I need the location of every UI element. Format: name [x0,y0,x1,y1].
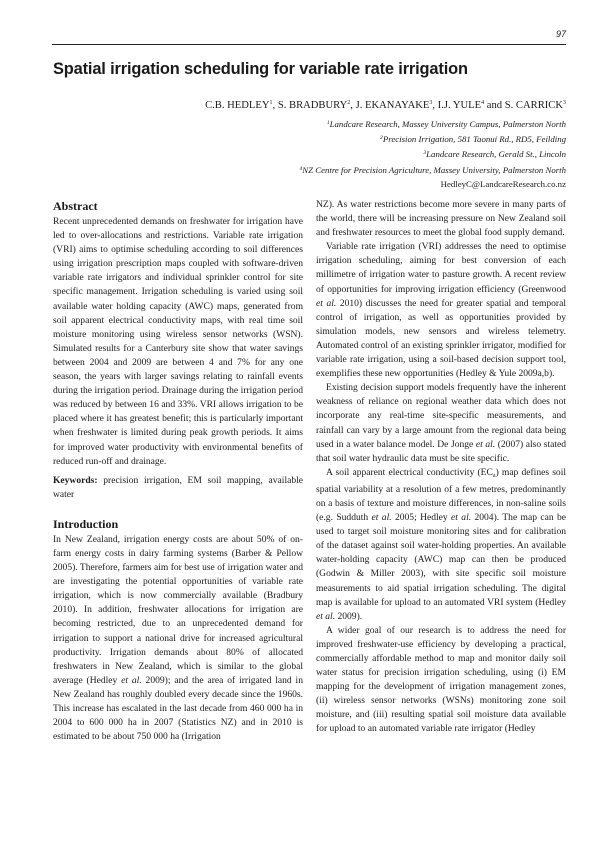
affiliation-mark: 3 [423,150,427,157]
body-paragraph [316,240,566,381]
author-separator: , [432,100,438,111]
author-affiliation-mark: 2 [347,100,351,106]
affiliation [300,146,566,161]
affiliation-text: Landcare Research, Gerald St., Lincoln [426,149,566,160]
introduction-paragraph [53,533,303,744]
body-paragraph [316,381,566,466]
author-list [205,100,566,111]
body-paragraph: A wider goal of our research is to address the need for improved freshwater-use efficiency by developing a practical, commercially affordable method to map and monitor daily soil water status for precision irrigation scheduling, using (i) EM mapping for the development of irrigation management zones, (ii) wireless sensor networks (WSNs) monitoring zone soil moisture, and (iii) resulting spatial soil moisture data available for upload to an automated variable rate irrigator (Hedley [316,624,566,735]
paragraph-text: A soil apparent electrical conductivity (EC [326,466,493,478]
keywords-label: Keywords: [53,474,98,486]
affiliation-text: Landcare Research, Massey University Campus, Palmerston North [329,119,566,129]
paragraph-text: 2009). [335,610,363,622]
affiliation-mark: 4 [299,165,303,172]
affiliation-mark: 1 [326,120,330,126]
paragraph-text: 2005; Hedley [391,512,452,524]
citation-etal: et al. [316,297,337,309]
subscript: a [492,472,496,479]
paper-title: Spatial irrigation scheduling for variable rate irrigation [53,60,468,78]
paragraph-text: Existing decision support models frequently have the inherent weakness of reliance on regional weather data which does not incorporate any real-time site-specific measurements, and rainfall can vary by a large amount from the regional data being used in a water balance model. De Jonge [316,382,566,450]
paragraph-text: Variable rate irrigation (VRI) addresses the need to optimise irrigation scheduling, aiming for best conversion of each millimetre of irrigation water to pasture growth. A recent review of opportunities for improving irrigation efficiency (Greenwood [316,241,566,295]
header-rule [52,44,566,45]
page-number: 97 [555,29,566,39]
affiliation [300,116,566,131]
paragraph-text: 2010) discusses the need for greater spatial and temporal control of irrigation, as well as opportunities provided by simulation models, new sensors and wireless telemetry. Automated control of an existing sprinkler irrigator, modified for variable rate irrigation, using a soil-based decision support tool, exemplifies these new opportunities (Hedley & Yule 2009a,b). [316,297,566,380]
author-affiliation-mark: 3 [429,100,433,106]
author-affiliation-mark: 4 [481,100,485,106]
paragraph-text: 2009); and the area of irrigated land in New Zealand has roughly doubled every decade since the 1960s. This increase has escalated in the last decade from 460 000 ha in 2004 to 600 000 ha in 2007 (Statistics NZ) and in 2010 is estimated to be about 750 000 ha (Irrigation [53,674,303,743]
citation-etal: et al. [316,610,336,622]
abstract-heading: Abstract [53,199,98,213]
author-name: S. BRADBURY [277,100,348,111]
author-affiliation-mark: 3 [563,100,566,106]
citation-etal: et al. [451,512,472,524]
affiliation [300,131,566,146]
author-separator: , [350,100,356,111]
corresponding-email: HedleyC@LandcareResearch.co.nz [440,178,566,189]
affiliation [300,162,566,177]
paragraph-text: 2004). The map can be used to target soil moisture monitoring sites and for calibration of the dataset against soil water-holding properties. An available water-holding capacity (AWC) map can then be produced (Godwin & Miller 2003), with site specific soil moisture measurements to aid spatial irrigation scheduling. The digital map is available for upload to an automated VRI system (Hedley [316,512,566,608]
citation-etal: et al. [475,438,496,450]
affiliation-mark: 2 [380,135,383,142]
author-name: C.B. HEDLEY [205,100,270,111]
author-name: I.J. YULE [437,100,482,111]
citation-etal: et al. [121,674,142,686]
citation-etal: et al. [371,512,392,524]
right-column [316,198,566,737]
affiliation-list [300,116,566,191]
keywords-text: precision irrigation, EM soil mapping, available water [53,474,303,500]
author-separator: and [484,100,505,111]
paragraph-text: In New Zealand, irrigation energy costs are about 50% of on-farm energy costs in dairy farming systems (Barber & Pellow 2005). Therefore, farmers aim for best use of irrigation water and are investigating the potential opportunities of variable rate irrigation, which is now commercially available (Bradbury 2010). In addition, freshwater allocations for irrigation are becoming restricted, due to an unprecedented demand for irrigation to support a national drive for increased agricultural productivity. Irrigation demands about 80% of allocated freshwaters in New Zealand, which is similar to the global average (Hedley [53,533,303,686]
introduction-heading: Introduction [53,516,119,531]
author-name: S. CARRICK [504,100,563,111]
left-column [53,198,303,744]
author-name: J. EKANAYAKE [355,100,430,111]
author-separator: , [272,100,278,111]
paragraph-text: ) map defines soil spatial variability at a resolution of a few metres, predominantly on a basis of texture and moisture differences, in non-saline soils (e.g. Sudduth [316,466,567,524]
affiliation-text: NZ Centre for Precision Agriculture, Massey University, Palmerston North [302,164,566,175]
body-paragraph [316,466,566,624]
author-affiliation-mark: 1 [269,100,273,106]
body-paragraph: NZ). As water restrictions become more severe in many parts of the world, there will be increasing pressure on New Zealand soil and freshwater resources to meet the global food supply demand. [316,199,566,239]
paragraph-text: (2007) also stated that soil water hydraulic data must be site specific. [316,438,566,464]
keywords [53,474,303,502]
abstract-text: Recent unprecedented demands on freshwater for irrigation have led to over-allocations and restrictions. Variable rate irrigation (VRI) aims to optimise scheduling according to soil differences using irrigation prescription maps coupled with software-driven variable rate irrigators and individual sprinkler control for site specific management. Irrigation scheduling is varied using soil available water holding capacity (AWC) maps, generated from soil apparent electrical conductivity maps, with real time soil moisture monitoring using wireless sensor networks (WSN). Simulated results for a Canterbury site show that water savings between 2004 and 2009 are between 4 and 7% for any one season, the years with larger savings relating to rainfall events during the irrigation period. Drainage during the irrigation period was reduced by between 16 and 33%. VRI allows irrigation to be placed where it has greatest benefit; this is particularly important when freshwater is limited during peak growth periods. It aims for improved water productivity with environmental benefits of reduced run-off and drainage. [53,216,303,467]
affiliation-text: Precision Irrigation, 581 Taonui Rd., RD5, Feilding [382,134,566,145]
